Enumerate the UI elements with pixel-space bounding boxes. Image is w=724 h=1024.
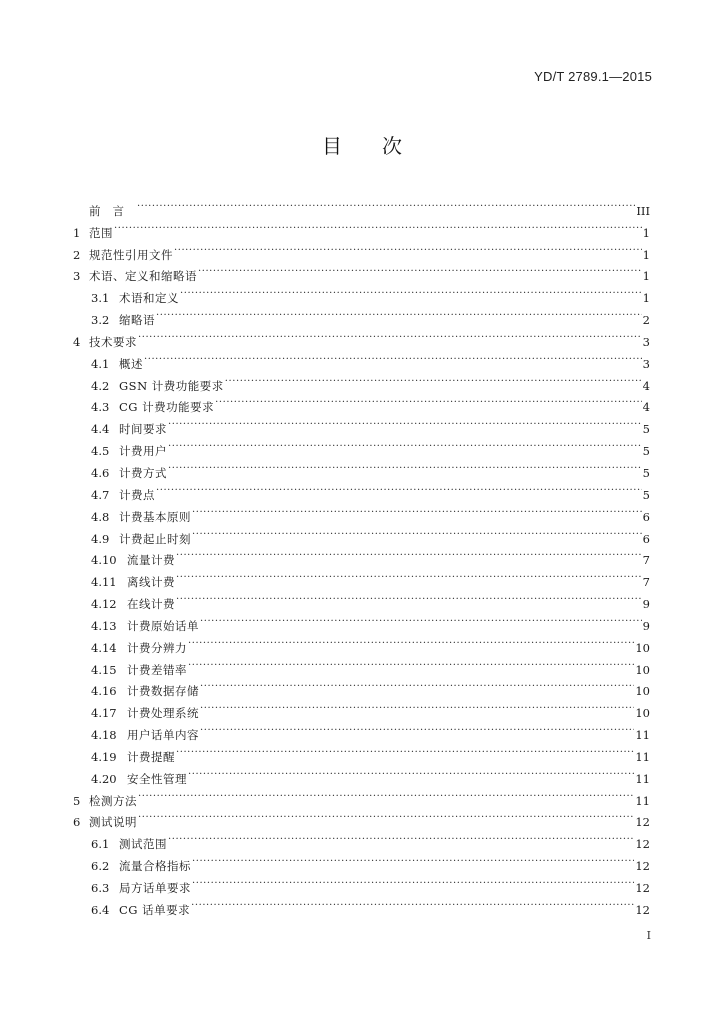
toc-entry-page: 11	[635, 749, 650, 764]
toc-entry-page: 5	[642, 444, 650, 459]
toc-entry[interactable]	[73, 368, 650, 393]
dot-leader	[138, 324, 642, 346]
document-code: YD/T 2789.1—2015	[534, 69, 652, 84]
toc-entry-page: 4	[642, 400, 650, 415]
toc-entry-title: 检测方法	[89, 793, 137, 808]
toc-entry-number: 5	[73, 793, 81, 808]
toc-entry-number: 4.18	[91, 728, 117, 743]
toc-entry-page: 7	[642, 553, 650, 568]
toc-entry-page: 12	[635, 881, 650, 895]
toc-entry-title: 范围	[89, 225, 113, 240]
toc-entry[interactable]	[73, 193, 650, 218]
toc-entry[interactable]	[73, 499, 650, 524]
dot-leader	[192, 521, 642, 543]
toc-entry-title: 规范性引用文件	[89, 247, 173, 262]
toc-entry[interactable]	[73, 805, 650, 830]
dot-leader	[188, 761, 634, 783]
dot-leader	[168, 433, 642, 455]
toc-entry-title: 测试说明	[89, 815, 137, 830]
toc-entry-title: 术语和定义	[119, 291, 179, 306]
toc-entry-page: III	[636, 203, 650, 218]
toc-entry-page: 9	[642, 618, 650, 633]
toc-entry-number: 3.1	[91, 291, 110, 306]
toc-entry-title: 计费点	[119, 487, 155, 502]
toc-entry-number: 4.8	[91, 509, 110, 524]
toc-entry[interactable]	[73, 783, 650, 808]
toc-entry-title: 计费处理系统	[127, 706, 199, 721]
toc-entry-page: 3	[642, 356, 650, 371]
toc-entry-page: 4	[642, 378, 650, 393]
toc-entry-number: 4.16	[91, 684, 117, 699]
toc-entry[interactable]	[73, 215, 650, 240]
toc-entry-page: 2	[642, 313, 650, 328]
toc-entry-page: 10	[635, 640, 650, 655]
dot-leader	[156, 477, 642, 499]
toc-entry-title: GSN 计费功能要求	[119, 378, 224, 393]
toc-entry-page: 12	[635, 815, 650, 830]
toc-entry[interactable]	[73, 237, 650, 262]
toc-entry[interactable]	[73, 324, 650, 349]
toc-entry-title: 时间要求	[119, 422, 167, 437]
toc-entry-title: 前言	[89, 203, 136, 218]
toc-entry-page: 6	[642, 509, 650, 524]
page-number: I	[646, 929, 651, 942]
toc-entry-page: 10	[635, 684, 650, 699]
toc-entry-number: 4.4	[91, 422, 110, 437]
toc-entry-number: 4.19	[91, 749, 117, 764]
toc-entry-page: 7	[642, 575, 650, 590]
toc-entry-number: 4.9	[91, 531, 110, 546]
toc-entry-number: 4.2	[91, 378, 110, 393]
toc-entry-page: 11	[635, 771, 650, 786]
toc-entry-title: 计费基本原则	[119, 509, 191, 524]
toc-entry-page: 1	[642, 225, 650, 240]
toc-entry-page: 1	[642, 247, 650, 262]
toc-entry[interactable]	[73, 826, 650, 852]
toc-entry-number: 4.17	[91, 706, 117, 721]
toc-entry-title: 技术要求	[89, 334, 137, 349]
toc-entry-title: 用户话单内容	[127, 728, 199, 743]
toc-entry-number: 4.1	[91, 356, 110, 371]
toc-entry-page: 5	[642, 422, 650, 437]
toc-entry-number: 6.2	[91, 859, 110, 874]
toc-entry-title: 计费用户	[119, 444, 167, 459]
toc-entry-title: 离线计费	[127, 575, 175, 590]
toc-entry-page: 12	[635, 902, 650, 917]
dot-leader	[168, 455, 642, 477]
toc-entry-page: 5	[642, 465, 650, 480]
toc-entry-page: 1	[642, 291, 650, 306]
toc-entry-number: 4.13	[91, 618, 117, 633]
toc-entry[interactable]	[73, 302, 650, 328]
toc-entry-title: 流量计费	[127, 553, 175, 568]
dot-leader	[198, 259, 642, 281]
toc-entry-page: 3	[642, 334, 650, 349]
toc-entry-number: 2	[73, 247, 81, 262]
dot-leader	[200, 608, 642, 630]
toc-entry-number: 6.4	[91, 902, 110, 917]
toc-entry-title: CG 话单要求	[119, 902, 191, 917]
toc-entry-page: 11	[635, 728, 650, 743]
dot-leader	[168, 826, 634, 848]
dot-leader	[176, 564, 642, 586]
toc-entry-page: 1	[642, 269, 650, 284]
toc-entry-title: 计费差错率	[127, 662, 187, 677]
toc-entry-number: 4.5	[91, 444, 110, 459]
toc-entry-page: 10	[635, 662, 650, 677]
dot-leader	[176, 543, 642, 565]
toc-entry-title: 计费方式	[119, 465, 167, 480]
toc-title: 目次	[322, 134, 442, 158]
dot-leader	[168, 411, 642, 433]
dot-leader	[188, 630, 634, 652]
dot-leader	[138, 805, 634, 827]
toc-entry-number: 4.11	[91, 575, 117, 590]
dot-leader	[137, 193, 635, 215]
toc-entry-title: 安全性管理	[127, 771, 187, 786]
dot-leader	[225, 368, 642, 390]
toc-entry-number: 4.3	[91, 400, 110, 415]
toc-entry-number: 4	[73, 334, 81, 349]
toc-entry-number: 4.20	[91, 771, 117, 786]
toc-entry-title: 局方话单要求	[119, 881, 191, 895]
toc-entry-title: CG 计费功能要求	[119, 400, 215, 415]
dot-leader	[200, 717, 634, 739]
toc-entry-title: 测试范围	[119, 837, 167, 852]
toc-entry-title: 在线计费	[127, 597, 175, 612]
toc-entry-title: 流量合格指标	[119, 859, 191, 874]
toc-entry-title: 缩略语	[119, 313, 155, 328]
toc-entry[interactable]	[73, 346, 650, 371]
toc-entry[interactable]	[73, 477, 650, 502]
toc-entry-number: 4.15	[91, 662, 117, 677]
toc-entry-title: 计费数据存储	[127, 684, 199, 699]
toc-entry-title: 计费分辨力	[127, 640, 187, 655]
dot-leader	[144, 346, 642, 368]
dot-leader	[188, 652, 634, 674]
toc-entry-number: 4.7	[91, 487, 110, 502]
dot-leader	[138, 783, 634, 805]
dot-leader	[200, 695, 634, 717]
toc-entry-number: 3	[73, 269, 81, 284]
toc-entry-title: 术语、定义和缩略语	[89, 269, 197, 284]
toc-entry-number: 6	[73, 815, 81, 830]
dot-leader	[114, 215, 642, 237]
toc-entry-page: 12	[635, 859, 650, 874]
toc-entry-page: 9	[642, 597, 650, 612]
toc-entry-page: 10	[635, 706, 650, 721]
dot-leader	[192, 499, 642, 521]
dot-leader	[200, 674, 634, 696]
toc-entry-number: 4.6	[91, 465, 110, 480]
dot-leader	[176, 739, 634, 761]
dot-leader	[215, 390, 642, 412]
toc-entry-page: 12	[635, 837, 650, 852]
toc-entry-number: 4.14	[91, 640, 117, 655]
table-of-contents	[73, 193, 650, 917]
toc-entry-title: 计费原始话单	[127, 618, 199, 633]
toc-entry-number: 4.12	[91, 597, 117, 612]
dot-leader	[191, 892, 634, 914]
toc-entry-page: 5	[642, 487, 650, 502]
dot-leader	[176, 586, 642, 608]
dot-leader	[156, 302, 642, 324]
toc-entry-number: 6.3	[91, 881, 110, 895]
dot-leader	[174, 237, 642, 259]
dot-leader	[192, 870, 634, 892]
toc-entry-title: 计费起止时刻	[119, 531, 191, 546]
dot-leader	[192, 848, 634, 870]
dot-leader	[180, 280, 642, 302]
toc-entry-number: 6.1	[91, 837, 110, 852]
toc-entry-number: 1	[73, 225, 81, 240]
toc-entry-number: 4.10	[91, 553, 117, 568]
toc-entry-page: 11	[635, 793, 650, 808]
toc-entry-page: 6	[642, 531, 650, 546]
toc-entry-title: 计费提醒	[127, 749, 175, 764]
toc-entry-title: 概述	[119, 356, 143, 371]
toc-entry-number: 3.2	[91, 313, 110, 328]
